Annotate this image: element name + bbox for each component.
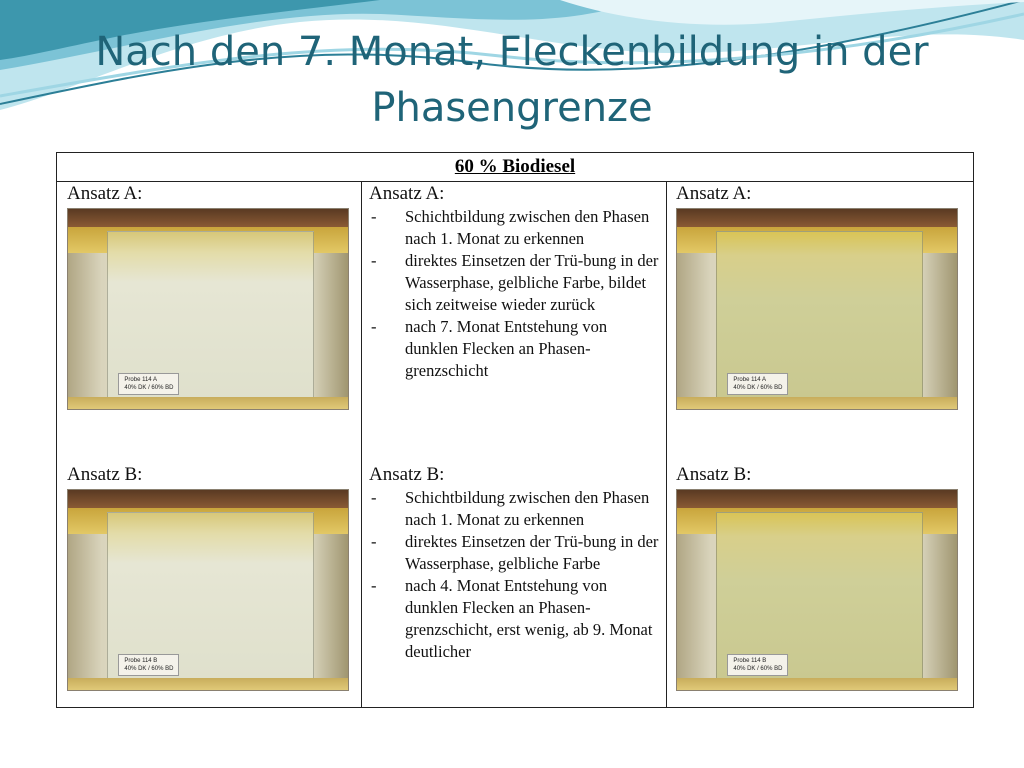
- notes-ansatz-b: [369, 464, 659, 663]
- column-divider: [361, 182, 362, 707]
- notes-label-ansatz-a: Ansatz A:: [369, 183, 445, 204]
- photo-ansatz-b-right: [676, 489, 958, 691]
- photo-tag: Probe 114 B 40% DK / 60% BD: [727, 654, 788, 676]
- list-item: - Schichtbildung zwischen den Phasen nach 1. Monat zu erkennen: [369, 487, 659, 531]
- slide-title: Nach den 7. Monat, Fleckenbildung in der Phasengrenze: [95, 29, 929, 131]
- list-item: - nach 4. Monat Entstehung von dunklen Flecken an Phasen-grenzschicht, erst wenig, ab 9. Monat deutlicher: [369, 575, 659, 663]
- right-label-ansatz-b: Ansatz B:: [676, 464, 752, 485]
- left-label-ansatz-a: Ansatz A:: [67, 183, 143, 204]
- notes-label-ansatz-b: Ansatz B:: [369, 464, 445, 485]
- photo-tag: Probe 114 A 40% DK / 60% BD: [727, 373, 788, 395]
- photo-tag: Probe 114 B 40% DK / 60% BD: [118, 654, 179, 676]
- column-divider: [666, 182, 667, 707]
- left-label-ansatz-b: Ansatz B:: [67, 464, 143, 485]
- table-heading: [57, 153, 973, 182]
- photo-tag: Probe 114 A 40% DK / 60% BD: [118, 373, 179, 395]
- right-label-ansatz-a: Ansatz A:: [676, 183, 752, 204]
- photo-ansatz-a-right: [676, 208, 958, 410]
- list-item: - direktes Einsetzen der Trü-bung in der Wasserphase, gelbliche Farbe, bildet sich zeitweise wieder zurück: [369, 250, 659, 316]
- notes-list-ansatz-a: [369, 206, 659, 382]
- table-heading-text: 60 % Biodiesel: [454, 156, 576, 177]
- photo-ansatz-a-left: [67, 208, 349, 410]
- results-table: [56, 152, 974, 708]
- list-item: - nach 7. Monat Entstehung von dunklen Flecken an Phasen-grenzschicht: [369, 316, 659, 382]
- notes-ansatz-a: [369, 183, 659, 382]
- notes-list-ansatz-b: [369, 487, 659, 663]
- photo-ansatz-b-left: [67, 489, 349, 691]
- list-item: - Schichtbildung zwischen den Phasen nach 1. Monat zu erkennen: [369, 206, 659, 250]
- list-item: - direktes Einsetzen der Trü-bung in der Wasserphase, gelbliche Farbe: [369, 531, 659, 575]
